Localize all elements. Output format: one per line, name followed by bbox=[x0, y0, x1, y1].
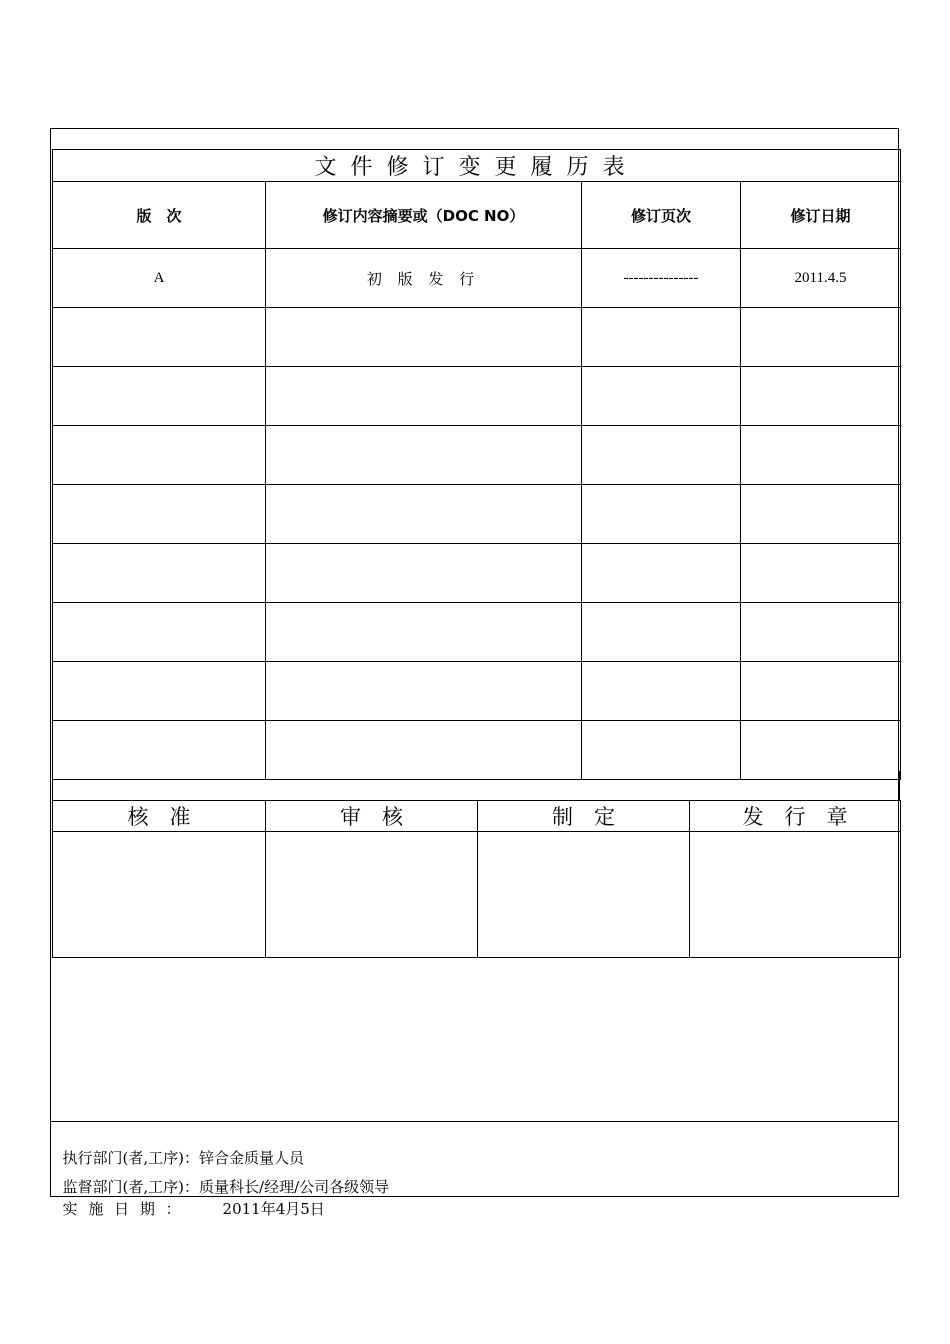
signature-cell-seal bbox=[690, 832, 901, 958]
approval-header-seal: 发 行 章 bbox=[690, 801, 901, 832]
cell-version bbox=[53, 308, 266, 367]
cell-version bbox=[53, 544, 266, 603]
cell-summary bbox=[266, 544, 582, 603]
approval-header-approve: 核 准 bbox=[53, 801, 266, 832]
approval-header-row bbox=[53, 801, 901, 832]
cell-pages bbox=[582, 308, 741, 367]
cell-summary bbox=[266, 603, 582, 662]
exec-dept-value: 锌合金质量人员 bbox=[199, 1149, 305, 1167]
cell-date bbox=[741, 603, 901, 662]
cell-date: 2011.4.5 bbox=[741, 249, 901, 308]
table-row bbox=[53, 544, 901, 603]
cell-version bbox=[53, 603, 266, 662]
table-row bbox=[53, 308, 901, 367]
gap-border-right bbox=[899, 771, 900, 800]
signature-cell-review bbox=[266, 832, 478, 958]
cell-date bbox=[741, 721, 901, 780]
table-row bbox=[53, 603, 901, 662]
cell-summary bbox=[266, 426, 582, 485]
effective-date-label: 实 施 日 期 ： bbox=[62, 1200, 184, 1218]
table-title: 文件修订变更履历表 bbox=[53, 150, 901, 182]
cell-pages bbox=[582, 544, 741, 603]
footer-divider bbox=[50, 1121, 899, 1122]
cell-summary bbox=[266, 367, 582, 426]
cell-date bbox=[741, 426, 901, 485]
gap-border-left bbox=[52, 771, 53, 800]
table-header-row bbox=[53, 182, 901, 249]
supervise-dept-value: 质量科长/经理/公司各级领导 bbox=[199, 1178, 390, 1196]
table-row bbox=[53, 249, 901, 308]
cell-pages: --------------- bbox=[582, 249, 741, 308]
approval-signature-row bbox=[53, 832, 901, 958]
cell-date bbox=[741, 308, 901, 367]
cell-summary bbox=[266, 662, 582, 721]
table-row bbox=[53, 367, 901, 426]
cell-version bbox=[53, 426, 266, 485]
cell-version bbox=[53, 721, 266, 780]
signature-cell-prepare bbox=[478, 832, 690, 958]
header-version: 版 次 bbox=[53, 182, 266, 249]
header-summary: 修订内容摘要或（DOC NO） bbox=[266, 182, 582, 249]
effective-date-line bbox=[53, 1180, 325, 1219]
cell-date bbox=[741, 485, 901, 544]
cell-summary: 初 版 发 行 bbox=[266, 249, 582, 308]
cell-version bbox=[53, 485, 266, 544]
cell-date bbox=[741, 367, 901, 426]
supervise-dept-label: 监督部门(者,工序)： bbox=[62, 1178, 200, 1196]
cell-summary bbox=[266, 485, 582, 544]
table-title-row bbox=[53, 150, 901, 182]
cell-summary bbox=[266, 308, 582, 367]
table-row bbox=[53, 485, 901, 544]
cell-pages bbox=[582, 721, 741, 780]
approval-header-prepare: 制 定 bbox=[478, 801, 690, 832]
cell-date bbox=[741, 544, 901, 603]
header-date: 修订日期 bbox=[741, 182, 901, 249]
cell-date bbox=[741, 662, 901, 721]
table-row bbox=[53, 721, 901, 780]
header-pages: 修订页次 bbox=[582, 182, 741, 249]
revision-history-table bbox=[52, 149, 901, 780]
approval-table bbox=[52, 800, 901, 958]
table-row bbox=[53, 662, 901, 721]
signature-cell-approve bbox=[53, 832, 266, 958]
cell-version bbox=[53, 662, 266, 721]
table-row bbox=[53, 426, 901, 485]
cell-version: A bbox=[53, 249, 266, 308]
cell-version bbox=[53, 367, 266, 426]
exec-dept-label: 执行部门(者,工序)： bbox=[62, 1149, 200, 1167]
cell-pages bbox=[582, 367, 741, 426]
cell-pages bbox=[582, 603, 741, 662]
cell-summary bbox=[266, 721, 582, 780]
cell-pages bbox=[582, 485, 741, 544]
effective-date-value: 2011年4月5日 bbox=[222, 1200, 325, 1218]
cell-pages bbox=[582, 662, 741, 721]
approval-header-review: 审 核 bbox=[266, 801, 478, 832]
cell-pages bbox=[582, 426, 741, 485]
